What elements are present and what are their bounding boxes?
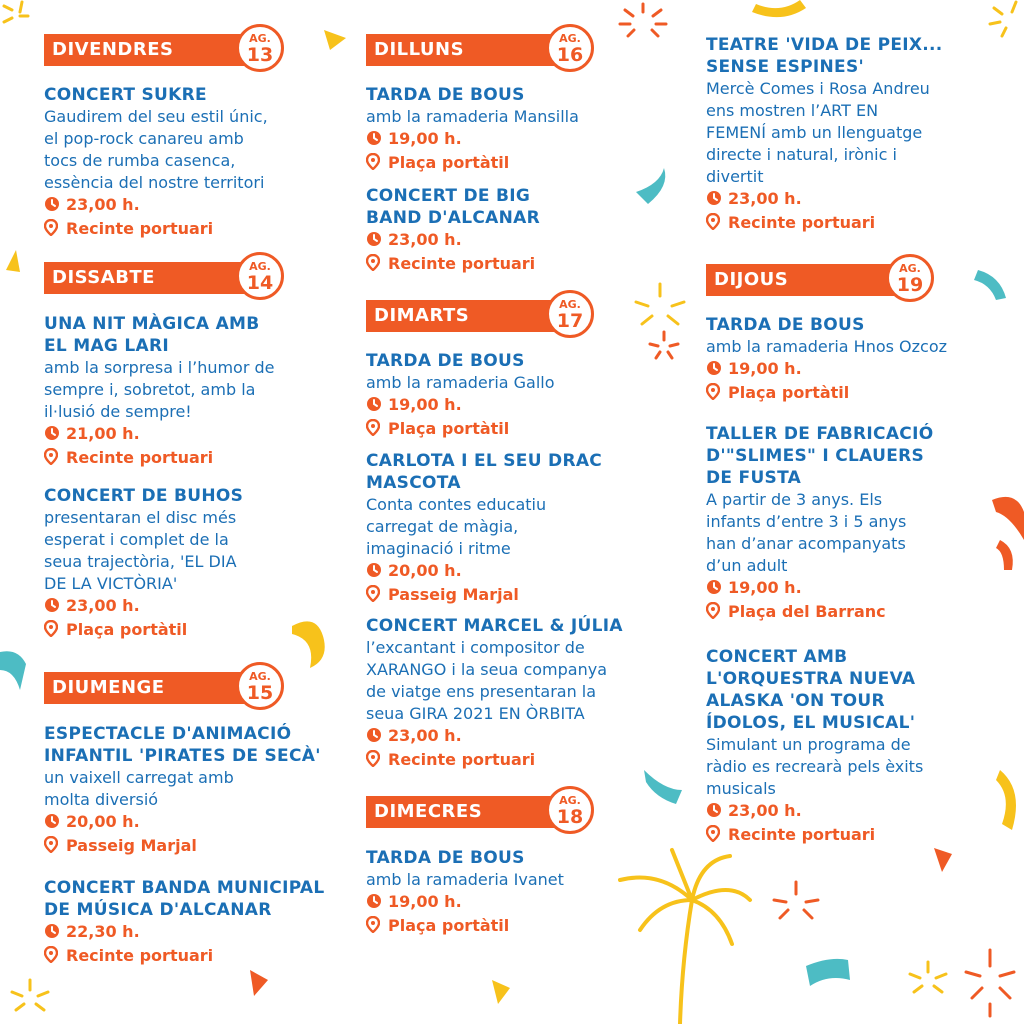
event-title: TALLER DE FABRICACIÓ [706, 424, 934, 444]
event-place [706, 212, 943, 236]
event-description: de viatge ens presentaran la [366, 682, 597, 701]
event-description: infants d’entre 3 i 5 anys [706, 512, 907, 531]
date-badge [236, 252, 284, 300]
event-place-text: Passeig Marjal [66, 836, 197, 855]
event-description: amb la ramaderia Mansilla [366, 107, 579, 126]
event-title: ÍDOLOS, EL MUSICAL' [706, 713, 916, 733]
event-title: UNA NIT MÀGICA AMB [44, 314, 260, 334]
day-name-bar: DIJOUS [706, 264, 898, 296]
clock-icon [366, 727, 384, 749]
clock-icon [44, 425, 62, 447]
confetti-teal [636, 168, 665, 204]
location-pin-icon [44, 620, 62, 643]
location-pin-icon [44, 219, 62, 242]
event-time-text: 23,00 h. [728, 189, 802, 208]
event [366, 615, 623, 773]
event-time-text: 19,00 h. [388, 129, 462, 148]
event-description: directe i natural, irònic i [706, 145, 897, 164]
event-time-text: 19,00 h. [728, 359, 802, 378]
event-title: CONCERT BANDA MUNICIPAL [44, 878, 325, 898]
event-time [366, 725, 623, 749]
event-description: amb la sorpresa i l’humor de [44, 358, 275, 377]
event-time-text: 23,00 h. [388, 726, 462, 745]
event-title: TARDA DE BOUS [706, 315, 865, 335]
event-time-text: 19,00 h. [388, 892, 462, 911]
location-pin-icon [706, 213, 724, 236]
event-title: EL MAG LARI [44, 336, 170, 356]
clock-icon [44, 813, 62, 835]
event-description: ens mostren l’ART EN [706, 101, 879, 120]
location-pin-icon [706, 383, 724, 406]
clock-icon [366, 893, 384, 915]
confetti-teal-mid [644, 770, 682, 804]
event-description: A partir de 3 anys. Els [706, 490, 883, 509]
event-place [706, 601, 933, 625]
event-time [44, 921, 324, 945]
event [706, 314, 947, 406]
event-title: INFANTIL 'PIRATES DE SECÀ' [44, 746, 321, 766]
event-place-text: Recinte portuari [388, 750, 536, 769]
location-pin-icon [366, 254, 384, 277]
day-name-bar: DIUMENGE [44, 672, 248, 704]
date-badge-month: AG. [249, 32, 271, 45]
event-place [44, 619, 243, 643]
date-badge-day: 15 [246, 682, 274, 704]
event-time-text: 20,00 h. [388, 561, 462, 580]
event [706, 646, 923, 848]
event-time [366, 560, 602, 584]
event-place-text: Plaça portàtil [388, 419, 510, 438]
event-place [366, 253, 540, 277]
location-pin-icon [366, 916, 384, 939]
triangle-yellow [324, 30, 346, 50]
confetti-orange-right [992, 497, 1024, 540]
date-badge [886, 254, 934, 302]
event-title: SENSE ESPINES' [706, 57, 864, 77]
event [366, 450, 602, 608]
date-badge-month: AG. [559, 298, 581, 311]
event [44, 877, 324, 969]
event-time [44, 194, 268, 218]
event-title: D'"SLIMES" I CLAUERS [706, 446, 925, 466]
event [44, 84, 268, 242]
event-time [706, 358, 947, 382]
date-badge-day: 19 [896, 274, 924, 296]
confetti-teal-right [974, 270, 1006, 300]
date-badge-day: 18 [556, 806, 584, 828]
date-badge-month: AG. [249, 670, 271, 683]
event-title: DE MÚSICA D'ALCANAR [44, 900, 272, 920]
event-place [366, 915, 564, 939]
event-title: CONCERT DE BIG [366, 186, 531, 206]
confetti-teal-bottom [806, 959, 850, 986]
date-badge-month: AG. [559, 32, 581, 45]
date-badge-day: 16 [556, 44, 584, 66]
event-description: d’un adult [706, 556, 788, 575]
event-description: tocs de rumba casenca, [44, 151, 236, 170]
date-badge-day: 13 [246, 44, 274, 66]
event-place-text: Plaça portàtil [388, 153, 510, 172]
event-title: CONCERT AMB [706, 647, 848, 667]
event [706, 34, 943, 236]
firework-bottom-right [910, 962, 946, 992]
event-time-text: 19,00 h. [728, 578, 802, 597]
event-time-text: 21,00 h. [66, 424, 140, 443]
event-time-text: 22,30 h. [66, 922, 140, 941]
event-title: CONCERT DE BUHOS [44, 486, 244, 506]
event-description: han d’anar acompanyats [706, 534, 906, 553]
location-pin-icon [366, 585, 384, 608]
palm-tree-icon [620, 850, 750, 1024]
event-description: amb la ramaderia Ivanet [366, 870, 564, 889]
event-description: XARANGO i la seua companya [366, 660, 607, 679]
day-name-bar: DIMARTS [366, 300, 558, 332]
event-title: ESPECTACLE D'ANIMACIÓ [44, 724, 292, 744]
event-description: esperat i complet de la [44, 530, 229, 549]
event [44, 313, 275, 471]
day-name-bar: DIVENDRES [44, 34, 248, 66]
event [366, 350, 555, 442]
event-place-text: Recinte portuari [66, 219, 214, 238]
triangle-orange [934, 848, 952, 872]
event [366, 185, 540, 277]
event-place-text: Plaça portàtil [728, 383, 850, 402]
date-badge-day: 17 [556, 310, 584, 332]
event-description: un vaixell carregat amb [44, 768, 234, 787]
clock-icon [366, 396, 384, 418]
clock-icon [706, 360, 724, 382]
event-description: imaginació i ritme [366, 539, 511, 558]
event-time-text: 23,00 h. [66, 195, 140, 214]
event-description: molta diversió [44, 790, 159, 809]
event-title: TARDA DE BOUS [366, 85, 525, 105]
day-name-bar: DISSABTE [44, 262, 248, 294]
event-time [44, 811, 321, 835]
date-badge [546, 24, 594, 72]
event-place [44, 945, 324, 969]
event-place [366, 418, 555, 442]
location-pin-icon [706, 825, 724, 848]
clock-icon [706, 190, 724, 212]
event-place-text: Recinte portuari [66, 946, 214, 965]
date-badge-month: AG. [559, 794, 581, 807]
clock-icon [366, 130, 384, 152]
firework-middle [636, 284, 684, 324]
location-pin-icon [44, 836, 62, 859]
event-description: ràdio es recrearà pels èxits [706, 757, 924, 776]
event-title: MASCOTA [366, 473, 461, 493]
day-name-bar: DILLUNS [366, 34, 558, 66]
firework-corner-red [966, 950, 1014, 1016]
event-description: Conta contes educatiu [366, 495, 547, 514]
event [44, 485, 243, 643]
triangle-yellow-bottom [492, 980, 510, 1004]
location-pin-icon [44, 946, 62, 969]
event-description: amb la ramaderia Hnos Ozcoz [706, 337, 948, 356]
date-badge-month: AG. [899, 262, 921, 275]
event-title: CARLOTA I EL SEU DRAC [366, 451, 603, 471]
event-time [706, 577, 933, 601]
event-time [706, 800, 923, 824]
event-time [366, 229, 540, 253]
event [44, 723, 321, 859]
event-description: divertit [706, 167, 764, 186]
clock-icon [706, 579, 724, 601]
event-title: L'ORQUESTRA NUEVA [706, 669, 916, 689]
clock-icon [706, 802, 724, 824]
firework-top-left [4, 2, 28, 22]
date-badge [546, 290, 594, 338]
event [366, 847, 564, 939]
date-badge-month: AG. [249, 260, 271, 273]
clock-icon [366, 562, 384, 584]
clock-icon [44, 196, 62, 218]
date-badge [546, 786, 594, 834]
event-title: TEATRE 'VIDA DE PEIX... [706, 35, 943, 55]
date-badge [236, 662, 284, 710]
confetti-yellow-top [752, 0, 806, 17]
event-time [44, 595, 243, 619]
event-place [706, 382, 947, 406]
event-description: sempre i, sobretot, amb la [44, 380, 256, 399]
event-description: il·lusió de sempre! [44, 402, 192, 421]
event-time-text: 23,00 h. [66, 596, 140, 615]
event-title: CONCERT MARCEL & JÚLIA [366, 616, 623, 636]
event-description: el pop-rock canareu amb [44, 129, 244, 148]
event-time [366, 394, 555, 418]
date-badge [236, 24, 284, 72]
event-time [366, 891, 564, 915]
event-place [44, 218, 268, 242]
event-description: carregat de màgia, [366, 517, 519, 536]
location-pin-icon [44, 448, 62, 471]
event-description: Mercè Comes i Rosa Andreu [706, 79, 930, 98]
event-description: Simulant un programa de [706, 735, 911, 754]
event-description: FEMENÍ amb un llenguatge [706, 123, 923, 142]
event-time-text: 20,00 h. [66, 812, 140, 831]
location-pin-icon [366, 419, 384, 442]
event [706, 423, 933, 625]
firework-top-center [620, 4, 666, 36]
event-place-text: Recinte portuari [728, 213, 876, 232]
event-time [44, 423, 275, 447]
event-place-text: Plaça portàtil [388, 916, 510, 935]
event-description: presentaran el disc més [44, 508, 237, 527]
firework-top-right [990, 2, 1016, 36]
event-title: TARDA DE BOUS [366, 848, 525, 868]
event-description: l’excantant i compositor de [366, 638, 585, 657]
event-place-text: Recinte portuari [66, 448, 214, 467]
event-place [706, 824, 923, 848]
event-title: DE FUSTA [706, 468, 802, 488]
event-time [706, 188, 943, 212]
location-pin-icon [706, 602, 724, 625]
event-title: TARDA DE BOUS [366, 351, 525, 371]
event-place [44, 835, 321, 859]
event-description: seua trajectòria, 'EL DIA [44, 552, 237, 571]
clock-icon [44, 597, 62, 619]
event-place-text: Passeig Marjal [388, 585, 519, 604]
event-time-text: 23,00 h. [388, 230, 462, 249]
location-pin-icon [366, 750, 384, 773]
event-place-text: Recinte portuari [728, 825, 876, 844]
confetti-teal-left [0, 651, 26, 690]
confetti-yellow-bottom-right [996, 770, 1016, 830]
event-description: essència del nostre territori [44, 173, 265, 192]
event-description: musicals [706, 779, 776, 798]
event [366, 84, 579, 176]
clock-icon [44, 923, 62, 945]
triangle-orange-bottom [250, 970, 268, 996]
event-description: Gaudirem del seu estil únic, [44, 107, 268, 126]
firework-middle-red [650, 332, 678, 358]
event-time-text: 19,00 h. [388, 395, 462, 414]
event-place [366, 749, 623, 773]
event-time-text: 23,00 h. [728, 801, 802, 820]
day-name-bar: DIMECRES [366, 796, 558, 828]
clock-icon [366, 231, 384, 253]
event-description: DE LA VICTÒRIA' [44, 574, 178, 593]
confetti-yellow-mid [292, 621, 325, 668]
event-place [366, 152, 579, 176]
event-place [366, 584, 602, 608]
event-description: amb la ramaderia Gallo [366, 373, 555, 392]
location-pin-icon [366, 153, 384, 176]
event-place-text: Recinte portuari [388, 254, 536, 273]
event-place-text: Plaça del Barranc [728, 602, 886, 621]
event-time [366, 128, 579, 152]
event-title: ALASKA 'ON TOUR [706, 691, 885, 711]
confetti-orange-right2 [996, 540, 1013, 570]
event-title: BAND D'ALCANAR [366, 208, 540, 228]
date-badge-day: 14 [246, 272, 274, 294]
firework-bottom-left [12, 980, 48, 1010]
event-title: CONCERT SUKRE [44, 85, 207, 105]
event-place-text: Plaça portàtil [66, 620, 188, 639]
event-description: seua GIRA 2021 EN ÒRBITA [366, 704, 585, 723]
triangle-yellow-2 [6, 250, 20, 272]
event-place [44, 447, 275, 471]
firework-bottom-right-red [774, 882, 818, 918]
